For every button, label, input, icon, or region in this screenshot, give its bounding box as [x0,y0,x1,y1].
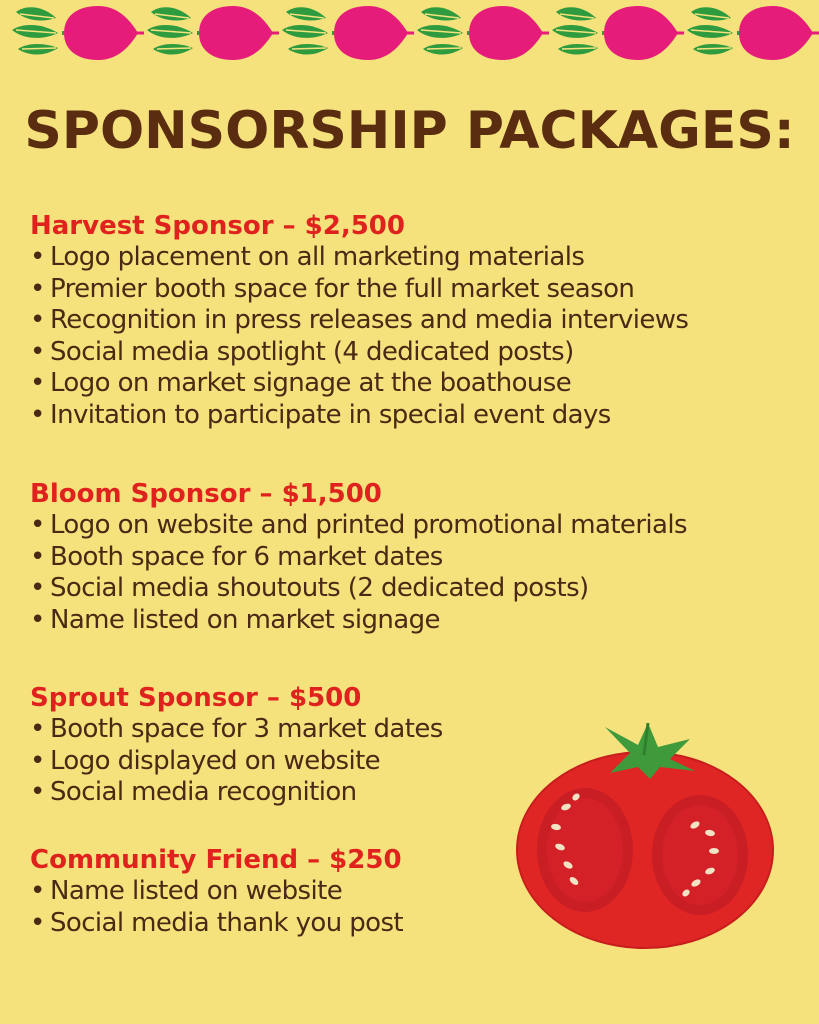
beet-icon [687,6,819,60]
tomato-icon [510,715,780,955]
package-heading: Community Friend – $250 [30,845,402,875]
benefit-text: Social media spotlight (4 dedicated posts) [50,336,574,367]
bullet-icon: • [30,399,45,430]
bullet-icon: • [30,510,45,540]
bullet-icon: • [30,573,45,604]
benefit-item [30,573,815,605]
bullet-icon: • [30,273,45,304]
benefit-text: Booth space for 6 market dates [50,541,443,572]
benefit-text: Logo placement on all marketing materials [50,242,585,272]
benefit-text: Premier booth space for the full market season [50,273,635,304]
beet-icon [417,6,549,60]
benefit-item [30,605,815,637]
benefit-item [30,305,815,337]
package-heading: Harvest Sponsor – $2,500 [30,211,405,241]
benefit-text: Invitation to participate in special event days [50,399,611,430]
package-section [30,478,815,636]
benefit-text: Recognition in press releases and media interviews [50,305,689,336]
benefit-item [30,510,815,542]
beet-icon [552,6,684,60]
package-section [30,210,815,432]
bullet-icon: • [30,336,45,367]
bullet-icon: • [30,876,45,906]
bullet-icon: • [30,368,45,399]
benefit-item [30,337,815,369]
bullet-icon: • [30,745,45,776]
benefit-item [30,400,815,432]
package-heading: Sprout Sponsor – $500 [30,683,362,713]
benefit-text: Social media thank you post [50,907,403,938]
benefit-item [30,542,815,574]
benefit-text: Logo on website and printed promotional materials [50,510,687,540]
benefit-text: Name listed on market signage [50,604,440,635]
bullet-icon: • [30,714,45,744]
bullet-icon: • [30,305,45,336]
benefit-text: Logo displayed on website [50,745,381,776]
bullet-icon: • [30,907,45,938]
beet-icon [12,6,144,60]
beet-icon [147,6,279,60]
beet-icon [282,6,414,60]
benefit-item [30,274,815,306]
package-heading: Bloom Sponsor – $1,500 [30,479,382,509]
benefit-text: Social media shoutouts (2 dedicated posts) [50,573,589,604]
benefit-item [30,242,815,274]
benefit-text: Social media recognition [50,777,357,808]
bullet-icon: • [30,541,45,572]
page-title: SPONSORSHIP PACKAGES: [24,101,795,161]
benefit-item [30,368,815,400]
bullet-icon: • [30,777,45,808]
bullet-icon: • [30,604,45,635]
beet-border [0,0,819,64]
benefit-text: Booth space for 3 market dates [50,714,443,744]
benefit-text: Logo on market signage at the boathouse [50,368,572,399]
bullet-icon: • [30,242,45,272]
benefit-text: Name listed on website [50,876,343,906]
